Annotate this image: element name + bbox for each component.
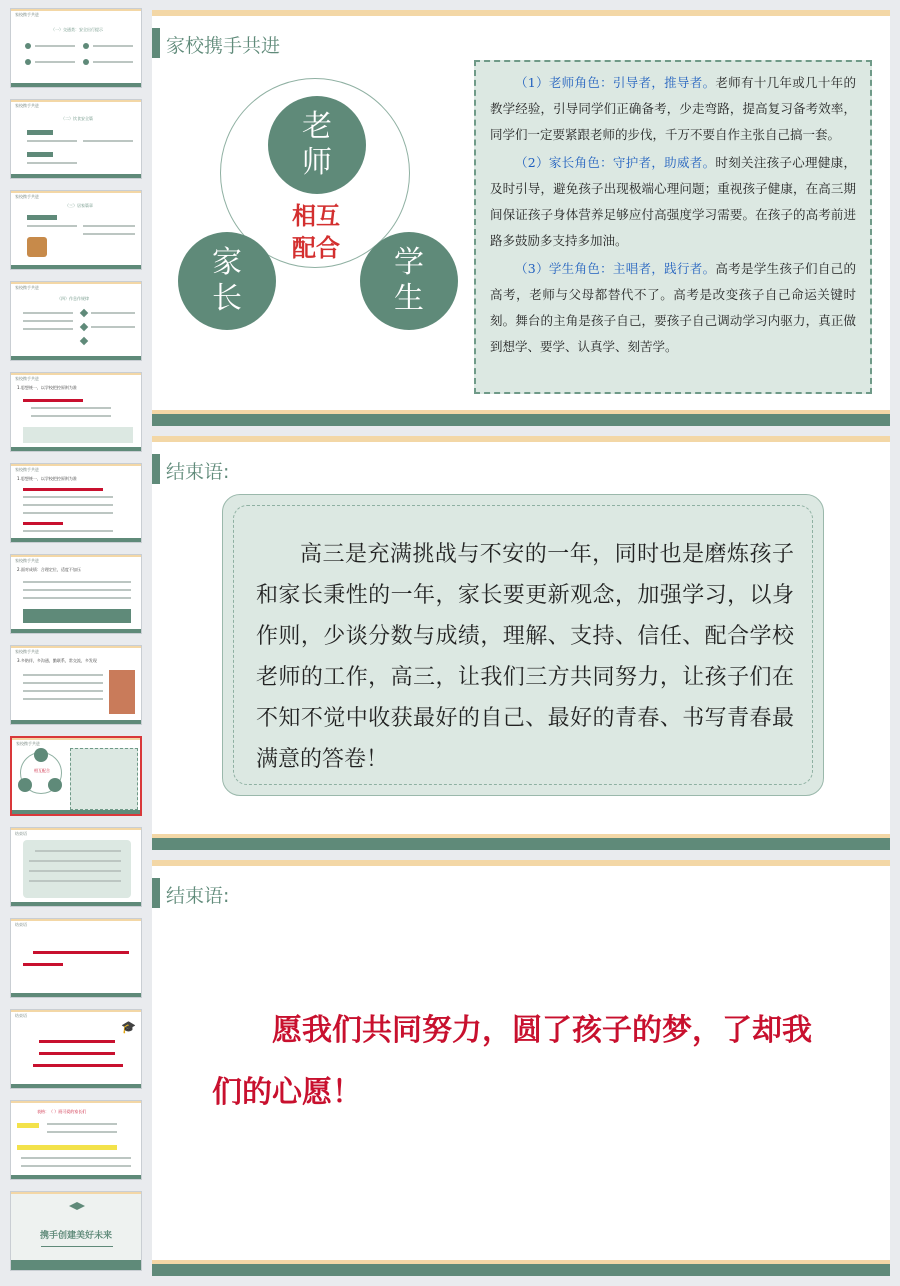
thumb-line <box>21 1165 131 1167</box>
thumb-line <box>47 1131 117 1133</box>
thumb-bottom-bar <box>11 1260 141 1270</box>
thumb-bottom-bar <box>11 174 141 178</box>
parent-role-paragraph <box>490 150 856 254</box>
thumb-box <box>70 748 138 810</box>
thumb-title: 家校携手共进 <box>15 467 39 472</box>
slide-thumbnail-panel[interactable] <box>0 0 148 1286</box>
thumb-tag <box>17 1145 117 1150</box>
thumb-image <box>27 237 47 257</box>
closing-text-box <box>222 494 824 796</box>
student-char-2: 生 <box>394 281 424 316</box>
thumb-tag <box>27 152 53 157</box>
thumb-line <box>23 530 113 532</box>
thumb-dot <box>83 43 89 49</box>
thumb-tag <box>27 215 57 220</box>
slide-closing-remarks <box>152 436 890 850</box>
thumb-bottom-bar <box>11 1175 141 1179</box>
parent-circle <box>178 232 276 330</box>
slide-thumbnail-5[interactable] <box>10 372 142 452</box>
thumb-line <box>29 870 121 872</box>
thumb-circle <box>34 748 48 762</box>
thumb-title: 结束语 <box>15 1013 27 1018</box>
thumb-top-strip <box>11 555 141 557</box>
thumb-dot <box>25 59 31 65</box>
teacher-char-1: 老 <box>302 109 332 144</box>
thumb-diamond <box>80 309 88 317</box>
thumb-line <box>23 320 73 322</box>
cooperation-line-2: 配合 <box>292 233 340 263</box>
thumb-dot <box>25 43 31 49</box>
thumb-line <box>47 1123 117 1125</box>
slide-top-strip <box>152 860 890 866</box>
slide-top-strip <box>152 436 890 442</box>
thumb-line <box>21 1157 131 1159</box>
parent-role-label: （2）家长角色：守护者，助威者。 <box>515 155 716 170</box>
thumb-heading: 表格：（ ）班可爱的家长们 <box>37 1109 87 1114</box>
thumb-bottom-bar <box>11 902 141 906</box>
thumb-red-line <box>33 951 129 954</box>
thumb-circle <box>18 778 32 792</box>
thumb-top-strip <box>11 646 141 648</box>
thumb-top-strip <box>11 1101 141 1103</box>
thumb-line <box>29 880 121 882</box>
title-accent-bar <box>152 878 160 908</box>
thumb-red-line <box>23 522 63 525</box>
thumb-top-strip <box>11 464 141 466</box>
thumb-line <box>23 682 103 684</box>
thumb-line <box>83 140 133 142</box>
thumb-heading: （二）饮食安全篇 <box>61 116 93 121</box>
thumb-line <box>93 61 133 63</box>
student-circle <box>360 232 458 330</box>
slide-top-strip <box>152 10 890 16</box>
thumb-heading: （一）交通类：安全出行提示 <box>51 27 103 32</box>
thumb-heading: 1.思想统一，以学校把控原则为准 <box>17 385 77 390</box>
thumb-title: 家校携手共进 <box>16 741 40 746</box>
thumb-image <box>109 670 135 714</box>
slide-thumbnail-7[interactable] <box>10 554 142 634</box>
thumb-box <box>23 609 131 623</box>
thumb-line <box>91 326 135 328</box>
thumb-bottom-bar <box>11 1084 141 1088</box>
thumb-line <box>23 674 103 676</box>
teacher-role-text: 老师有十几年或几十年的教学经验，引导同学们正确备考，少走弯路，提高复习备考效率，同学们一定要紧跟老师的步伐，千万不要自作主张自己搞一套。 <box>490 75 856 142</box>
thumb-line <box>93 45 133 47</box>
thumb-diamond <box>80 323 88 331</box>
thumb-bottom-bar <box>12 810 140 814</box>
teacher-role-label: （1）老师角色：引导者，推导者。 <box>515 75 716 90</box>
student-role-text: 高考是学生孩子们自己的高考，老师与父母都替代不了。高考是改变孩子自己命运关键时刻。舞台的主角是孩子自己，要孩子自己调动学习内驱力，真正做到想学、要学、认真学、刻苦学。 <box>490 261 856 354</box>
slide-thumbnail-9[interactable] <box>10 736 142 816</box>
closing-text-frame <box>233 505 813 785</box>
thumb-bottom-bar <box>11 447 141 451</box>
thumb-box <box>23 840 131 898</box>
student-char-1: 学 <box>394 245 424 280</box>
thumb-line <box>23 328 73 330</box>
thumb-top-strip <box>11 1010 141 1012</box>
thumb-tag <box>27 130 53 135</box>
thumb-line <box>23 512 113 514</box>
thumb-red-line <box>23 488 103 491</box>
thumb-diamond <box>80 337 88 345</box>
thumb-line <box>27 162 77 164</box>
thumb-top-strip <box>11 9 141 11</box>
thumb-red-line <box>39 1040 115 1043</box>
parent-role-text: 时刻关注孩子心理健康，及时引导，避免孩子出现极端心理问题；重视孩子健康，在高三期间保证孩子身体营养足够应付高强度学习需要。在孩子的高考前进路多鼓励多支持多加油。 <box>490 155 856 248</box>
teacher-role-paragraph <box>490 70 856 148</box>
thumb-line <box>23 690 103 692</box>
roles-text-box <box>474 60 872 394</box>
slide-bottom-bar <box>152 838 890 850</box>
closing-wish-text: 愿我们共同努力，圆了孩子的梦，了却我们的心愿！ <box>212 1013 812 1110</box>
thumb-top-strip <box>11 373 141 375</box>
thumb-top-strip <box>11 919 141 921</box>
thumb-title: 家校携手共进 <box>15 12 39 17</box>
thumb-heading: 1.思想统一，以学校把控原则为准 <box>17 476 77 481</box>
thumb-dot <box>83 59 89 65</box>
slide-thumbnail-1[interactable] <box>10 8 142 88</box>
thumb-line <box>23 597 131 599</box>
thumb-bottom-bar <box>11 83 141 87</box>
thumb-line <box>23 504 113 506</box>
thumb-heading: 2.面对成绩：合理定位，适度不加压 <box>17 567 81 572</box>
parent-char-2: 长 <box>212 281 242 316</box>
slide-thumbnail-6[interactable] <box>10 463 142 543</box>
thumb-heading: （四）作息作规律 <box>57 296 89 301</box>
thumb-line <box>23 698 103 700</box>
thumb-line <box>23 496 113 498</box>
graduation-cap-icon <box>69 1202 85 1212</box>
title-accent-bar <box>152 454 160 484</box>
slide-thumbnail-8[interactable] <box>10 645 142 725</box>
thumb-title: 家校携手共进 <box>15 376 39 381</box>
thumb-red-line <box>33 1064 123 1067</box>
cooperation-line-1: 相互 <box>292 201 340 230</box>
thumb-line <box>23 312 73 314</box>
thumb-bottom-bar <box>11 265 141 269</box>
thumb-title: 家校携手共进 <box>15 285 39 290</box>
thumb-top-strip <box>11 282 141 284</box>
student-role-paragraph <box>490 256 856 360</box>
title-accent-bar <box>152 28 160 58</box>
thumb-title: 家校携手共进 <box>15 558 39 563</box>
thumb-top-strip <box>11 191 141 193</box>
thumb-top-strip <box>11 1192 141 1194</box>
cooperation-label <box>280 200 352 265</box>
thumb-line <box>91 312 135 314</box>
thumb-bottom-bar <box>11 538 141 542</box>
slide-cooperation <box>152 10 890 426</box>
thumb-top-strip <box>12 738 140 740</box>
thumb-line <box>31 415 111 417</box>
slide-bottom-bar <box>152 1264 890 1276</box>
student-role-label: （3）学生角色：主唱者，践行者。 <box>515 261 716 276</box>
thumb-red-line <box>23 399 83 402</box>
parent-char-1: 家 <box>212 245 242 280</box>
thumb-heading: （三）居家篇章 <box>65 203 93 208</box>
thumb-circle <box>48 778 62 792</box>
slide-thumbnail-10[interactable] <box>10 827 142 907</box>
slide-thumbnail-13[interactable] <box>10 1100 142 1180</box>
thumb-title: 家校携手共进 <box>15 649 39 654</box>
thumb-bottom-bar <box>11 629 141 633</box>
thumb-line <box>31 407 111 409</box>
thumb-line <box>23 581 131 583</box>
slide-bottom-bar <box>152 414 890 426</box>
thumb-line <box>23 589 131 591</box>
slide-thumbnail-2[interactable] <box>10 99 142 179</box>
slide-closing-wish <box>152 860 890 1276</box>
thumb-line <box>27 225 77 227</box>
slide-thumbnail-3[interactable] <box>10 190 142 270</box>
thumb-line <box>27 140 77 142</box>
thumb-heading: 携手创建美好未来 <box>39 1231 112 1241</box>
slide-thumbnail-11[interactable] <box>10 918 142 998</box>
thumb-line <box>83 225 135 227</box>
thumb-box <box>23 427 133 443</box>
thumb-title: 结束语 <box>15 922 27 927</box>
thumb-bottom-bar <box>11 993 141 997</box>
thumb-line <box>35 45 75 47</box>
slide-thumbnail-12[interactable] <box>10 1009 142 1089</box>
thumb-title: 结束语 <box>15 831 27 836</box>
thumb-bottom-bar <box>11 356 141 360</box>
thumb-red-line <box>23 963 63 966</box>
thumb-red-line <box>39 1052 115 1055</box>
thumb-heading: 相互配合 <box>34 768 50 773</box>
slide-title: 结束语: <box>166 461 230 483</box>
graduation-cap-icon: 🎓 <box>121 1020 136 1034</box>
teacher-circle <box>268 96 366 194</box>
thumb-bottom-bar <box>11 720 141 724</box>
slide-thumbnail-4[interactable] <box>10 281 142 361</box>
slide-thumbnail-14[interactable] <box>10 1191 142 1271</box>
slide-title: 结束语: <box>166 885 230 907</box>
thumb-title: 家校携手共进 <box>15 103 39 108</box>
thumb-line <box>29 860 121 862</box>
thumb-tag <box>17 1123 39 1128</box>
thumb-line <box>35 61 75 63</box>
thumb-line <box>41 1246 113 1247</box>
thumb-title: 家校携手共进 <box>15 194 39 199</box>
teacher-char-2: 师 <box>302 145 332 180</box>
slide-title: 家校携手共进 <box>166 35 281 57</box>
thumb-line <box>35 850 121 852</box>
closing-paragraph: 高三是充满挑战与不安的一年，同时也是磨炼孩子和家长秉性的一年，家长要更新观念，加强学习，以身作则，少谈分数与成绩，理解、支持、信任、配合学校老师的工作，高三，让我们三方共同努力，让孩子们在不知不觉中收获最好的自己、最好的青春、书写青春最满意的答卷！ <box>256 542 794 772</box>
thumb-line <box>83 233 135 235</box>
thumb-top-strip <box>11 100 141 102</box>
thumb-heading: 3.多陪伴，多沟通，勤联系，常交流，多发现 <box>17 658 97 663</box>
thumb-top-strip <box>11 828 141 830</box>
